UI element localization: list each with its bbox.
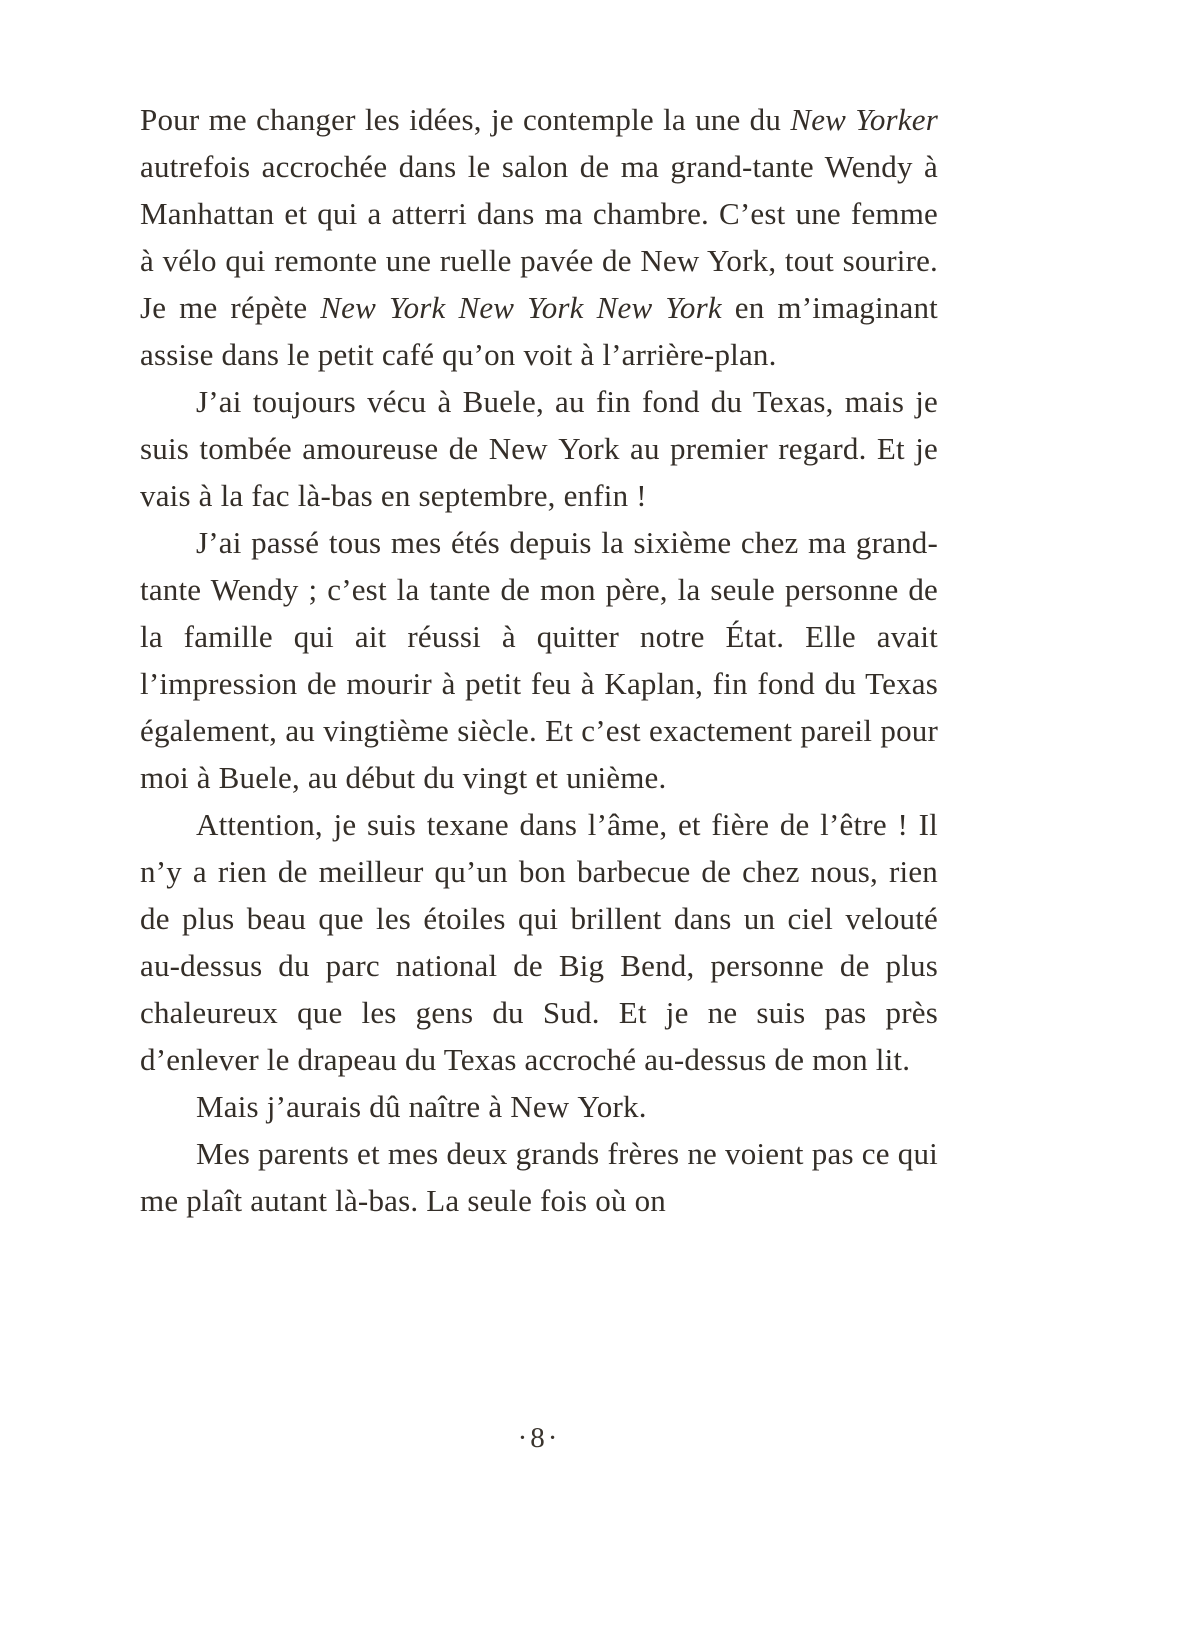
text-run: Mes parents et mes deux grands frères ne voient pas ce qui me plaît autant là-bas. La seule fois où on bbox=[140, 1136, 938, 1218]
text-run: J’ai toujours vécu à Buele, au fin fond du Texas, mais je suis tombée amoureuse de New York au premier regard. Et je vais à la fac là-bas en septembre, enfin ! bbox=[140, 384, 938, 513]
italic-text-run: New York New York New York bbox=[320, 290, 722, 325]
text-run: Mais j’aurais dû naître à New York. bbox=[196, 1089, 647, 1124]
paragraph bbox=[140, 1083, 938, 1130]
italic-text-run: New Yorker bbox=[790, 102, 938, 137]
text-run: J’ai passé tous mes étés depuis la sixième chez ma grand-tante Wendy ; c’est la tante de mon père, la seule personne de la famille qui ait réussi à quitter notre État. Elle avait l’impression de mourir à petit feu à Kaplan, fin fond du Texas également, au vingtième siècle. Et c’est exactement pareil pour moi à Buele, au début du vingt et unième. bbox=[140, 525, 938, 795]
text-run: autrefois accrochée dans le salon de ma grand-tante Wendy à Manhattan et qui a atterri dans ma chambre. C’est une femme à vélo qui remonte une ruelle pavée de New York, tout sourire. Je me répète bbox=[140, 149, 938, 325]
text-run: Attention, je suis texane dans l’âme, et fière de l’être ! Il n’y a rien de meilleur qu’un bon barbecue de chez nous, rien de plus beau que les étoiles qui brillent dans un ciel velouté au-dessus du parc national de Big Bend, personne de plus chaleureux que les gens du Sud. Et je ne suis pas près d’enlever le drapeau du Texas accroché au-dessus de mon lit. bbox=[140, 807, 938, 1077]
text-block bbox=[140, 96, 938, 1224]
paragraph bbox=[140, 519, 938, 801]
paragraph bbox=[140, 801, 938, 1083]
page-number: ·8· bbox=[517, 1422, 561, 1454]
paragraph bbox=[140, 1130, 938, 1224]
paragraph bbox=[140, 96, 938, 378]
text-run: en m’imaginant assise dans le petit café qu’on voit à l’arrière-plan. bbox=[140, 290, 938, 372]
paragraph bbox=[140, 378, 938, 519]
text-run: Pour me changer les idées, je contemple la une du bbox=[140, 102, 791, 137]
